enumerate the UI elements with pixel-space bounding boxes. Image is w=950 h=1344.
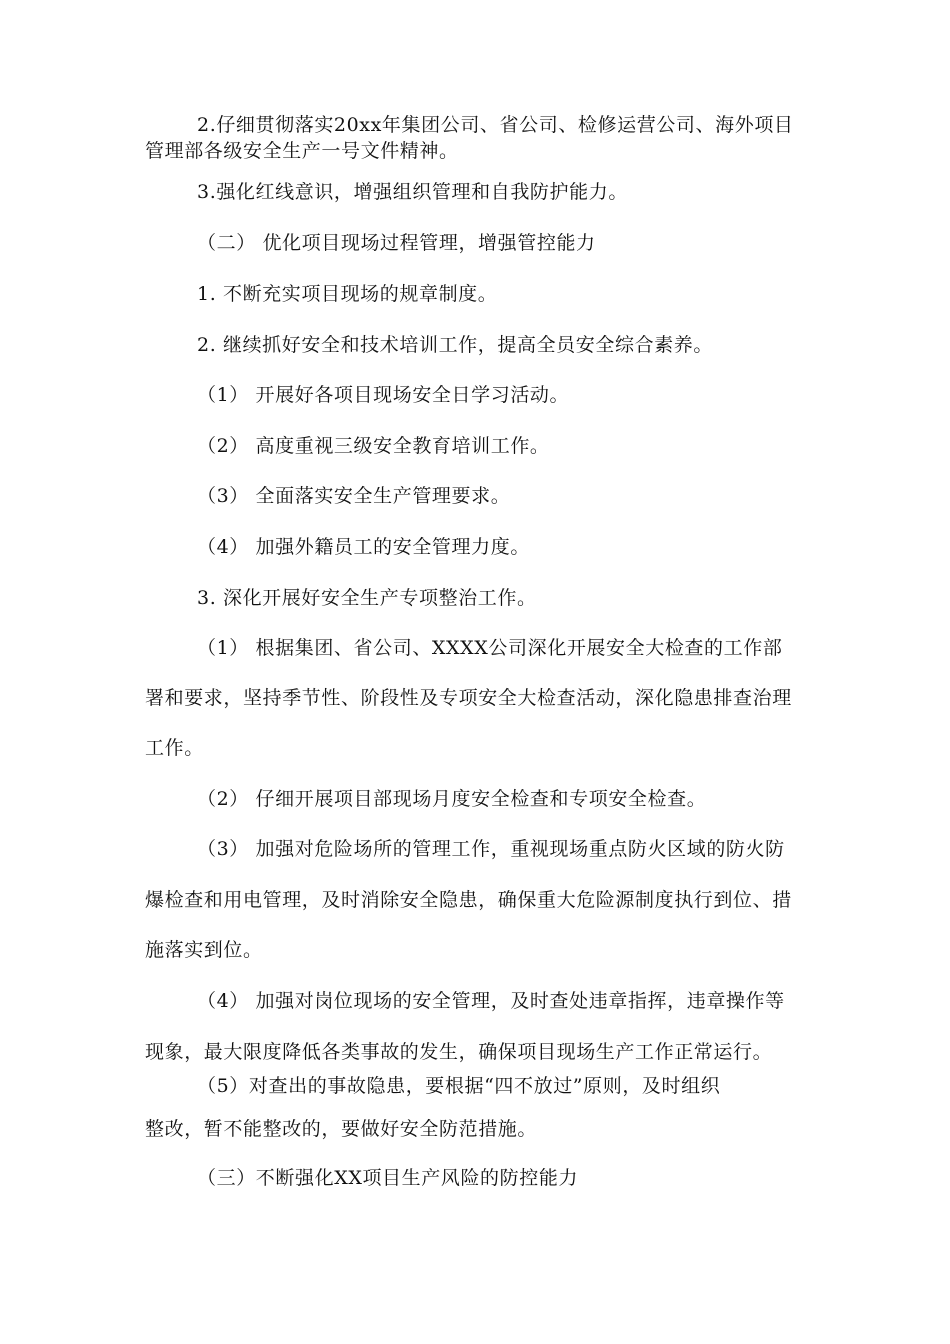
paragraph-line: 现象，最大限度降低各类事故的发生，确保项目现场生产工作正常运行。 [145,1041,773,1063]
paragraph-line: （1） 开展好各项目现场安全日学习活动。 [197,384,570,406]
paragraph-line: （5）对查出的事故隐患，要根据“四不放过”原则，及时组织 [197,1075,721,1097]
paragraph-line: 3.强化红线意识，增强组织管理和自我防护能力。 [197,181,628,203]
paragraph-line: 2.仔细贯彻落实20xx年集团公司、省公司、检修运营公司、海外项目 [197,114,794,136]
section-heading: （二） 优化项目现场过程管理，增强管控能力 [197,232,596,254]
paragraph-line: 1. 不断充实项目现场的规章制度。 [197,283,498,305]
paragraph-line: （3） 加强对危险场所的管理工作，重视现场重点防火区域的防火防 [197,838,785,860]
section-heading: （三）不断强化XX项目生产风险的防控能力 [197,1167,579,1189]
paragraph-line: 工作。 [145,737,204,759]
paragraph-line: 施落实到位。 [145,939,263,961]
paragraph-line: （3） 全面落实安全生产管理要求。 [197,485,511,507]
paragraph-line: 3. 深化开展好安全生产专项整治工作。 [197,587,537,609]
paragraph-line: （4） 加强外籍员工的安全管理力度。 [197,536,530,558]
paragraph-line: 管理部各级安全生产一号文件精神。 [145,140,459,162]
paragraph-line: 整改，暂不能整改的，要做好安全防范措施。 [145,1118,538,1140]
paragraph-line: （4） 加强对岗位现场的安全管理，及时查处违章指挥，违章操作等 [197,990,785,1012]
paragraph-line: （1） 根据集团、省公司、XXXX公司深化开展安全大检查的工作部 [197,637,783,659]
paragraph-line: （2） 仔细开展项目部现场月度安全检查和专项安全检查。 [197,788,707,810]
paragraph-line: 爆检查和用电管理，及时消除安全隐患，确保重大危险源制度执行到位、措 [145,889,792,911]
paragraph-line: （2） 高度重视三级安全教育培训工作。 [197,435,550,457]
paragraph-line: 署和要求，坚持季节性、阶段性及专项安全大检查活动，深化隐患排查治理 [145,687,792,709]
paragraph-line: 2. 继续抓好安全和技术培训工作，提高全员安全综合素养。 [197,334,713,356]
